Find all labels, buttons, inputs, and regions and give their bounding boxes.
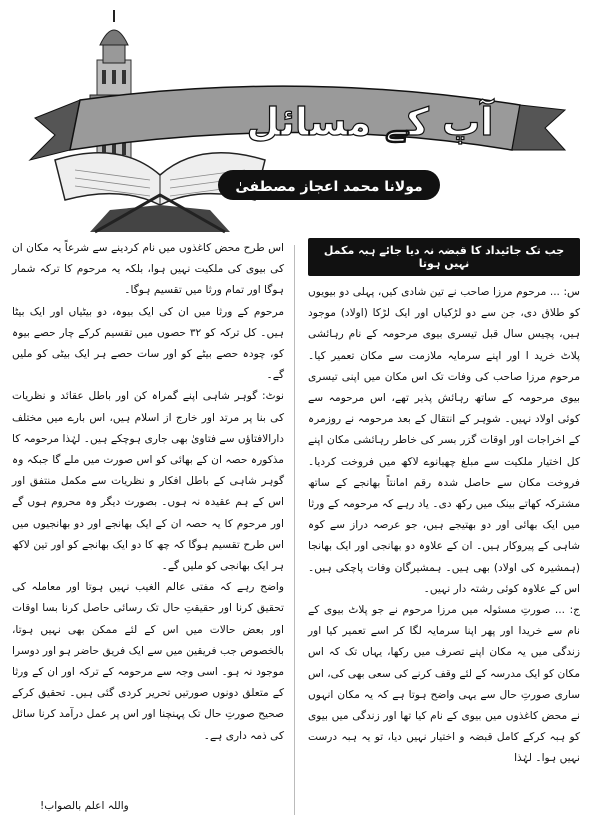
inheritance-paragraph: مرحوم کے ورثا میں ان کی ایک بیوہ، دو بیٹیاں اور ایک بیٹا ہیں۔ کل ترکہ کو ۳۲ حصوں میں تقسیم کرکے چار حصے بیوہ کو، چودہ حصے بیٹے کو اور سات حصے ہر ایک بیٹی کو ملیں گے۔: [12, 305, 284, 382]
article-headline: جب تک جائیداد کا قبضہ نہ دیا جائے ہبہ مکمل نہیں ہوتا: [308, 238, 580, 276]
note-paragraph: نوٹ: گوہر شاہی اپنے گمراہ کن اور باطل عقائد و نظریات کی بنا پر مرتد اور خارج از اسلام ہیں، اس بارے میں مختلف دارالافتاؤں سے فتاویٰ بھی جاری ہوچکے ہیں۔ لہٰذا مرحومہ کا مذکورہ حصہ ان کے بھائی کو اس صورت میں ملے گا جبکہ وہ گوہر شاہی کے باطل افکار و نظریات سے مکمل منتفق اور اس کے ہم عقیدہ نہ ہوں۔ بصورت دیگر وہ محروم ہوں گے اور مرحوم کا یہ حصہ ان کے ایک بھانجے اور دو بھانجیوں میں اس طرح تقسیم ہوگا کہ چھ کا دو ایک بھانجے کو اور تین لاکھ ہر ایک بھانجی کو ملیں گے۔: [12, 390, 284, 573]
left-column: [12, 238, 284, 747]
ownership-paragraph: اس طرح محض کاغذوں میں نام کردینے سے شرعاً یہ مکان ان کی بیوی کی ملکیت نہیں ہوا، بلکہ یہ مرحوم کا ترکہ شمار ہوگا اور تمام ورثا میں تقسیم ہوگا۔: [12, 242, 284, 297]
clarification-paragraph: واضح رہے کہ مفتی عالم الغیب نہیں ہوتا اور معاملہ کی تحقیق کرنا اور حقیقتِ حال تک رسائی حاصل کرنا بسا اوقات اور بعض حالات میں اس کے لئے ممکن بھی نہیں ہوتا، بالخصوص جب فریقین میں سے ایک فریق حاضر ہو اور دوسرا موجود نہ ہو۔ اسی وجہ سے مرحومہ کے ترکہ اور ان کے ورثا کے متعلق دونوں صورتیں تحریر کردی گئی ہیں۔ تحقیق کرکے صحیح صورتِ حال تک پہنچنا اور اس پر عمل درآمد کرنا سائل کی ذمہ داری ہے۔: [12, 581, 284, 742]
column-divider: [294, 245, 295, 815]
answer-paragraph: ج: ... صورتِ مسئولہ میں مرزا مرحوم نے جو پلاٹ بیوی کے نام سے خریدا اور پھر اپنا سرمایہ لگا کر اسے تعمیر کیا اور زندگی میں یہ مکان اپنے تصرف میں رکھا، یہاں تک کہ اس مکان کو ایک مدرسہ کے لئے وقف کرنے کی سعی بھی کی، اس ساری صورتِ حال سے یہی واضح ہوتا ہے کہ یہ مکان انہوں نے محض کاغذوں میں بیوی کے نام کیا تھا اور زندگی میں بیوی کو ہبہ کرکے کامل قبضہ و اختیار نہیں دیا، تو یہ ہبہ درست نہیں ہوا۔ لہٰذا: [308, 604, 580, 765]
author-name: مولانا محمد اعجاز مصطفیٰ: [235, 179, 423, 195]
right-column: [308, 238, 580, 770]
question-paragraph: س: ... مرحوم مرزا صاحب نے تین شادی کیں، پہلی دو بیویوں کو طلاق دی، جن سے دو لڑکیاں اور ایک لڑکا (اولاد) موجود ہیں، پچیس سال قبل تیسری بیوی مرحومہ کے نام رہائشی پلاٹ خرید ا اور اپنے سرمایہ ملازمت سے مکان تعمیر کیا۔ مرحوم مرزا صاحب کی وفات تک اس مکان میں اپنی تیسری بیوی مرحومہ کے ساتھ رہائش پذیر تھے، اس مرحومہ سے کوئی اولاد نہیں۔ شوہر کے انتقال کے بعد مرحومہ نے روزمرہ کے اخراجات اور اوقات گزر بسر کی خاطر رہائشی مکان اپنے کل اختیار ملکیت سے مبلغ چھیانوے لاکھ میں فروخت کردیا۔ فروخت مکان سے حاصل شدہ رقم امانتاً بھانجے کے ساتھ مشترکہ کھاتے بینک میں رکھ دی۔ یاد رہے کہ مرحومہ کے ورثا میں ایک بھائی اور دو بھتیجے ہیں، جو عرصہ دراز سے کوہ شاہی کے پیروکار ہیں۔ ان کے علاوہ دو بھانجی اور ایک بھانجا (ہمشیرہ کی اولاد) بھی ہیں۔ ہمشیرگان وفات پاچکی ہیں۔ اس کے علاوہ کوئی رشتہ دار نہیں۔: [308, 286, 580, 595]
closing-phrase: واللہ اعلم بالصواب!: [40, 800, 129, 812]
header-banner: [0, 0, 590, 235]
page-title: آپ کے مسائل: [246, 100, 494, 144]
